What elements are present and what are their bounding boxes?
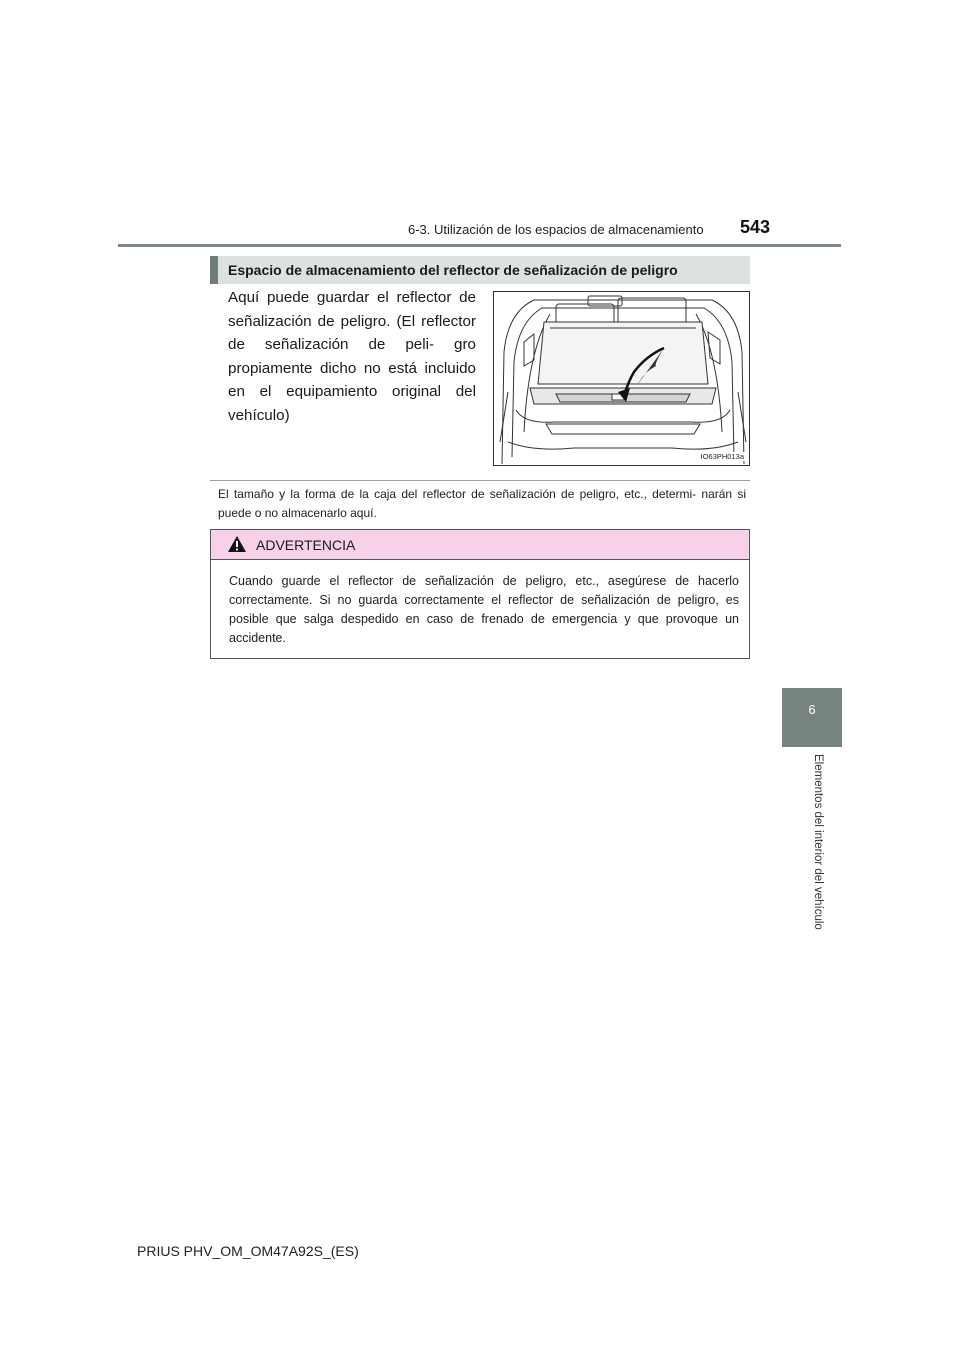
running-header-section: 6-3. Utilización de los espacios de almacenamiento bbox=[408, 222, 704, 237]
section-note: El tamaño y la forma de la caja del reflector de señalización de peligro, etc., determi- narán si puede o no almacenarlo aquí. bbox=[218, 487, 746, 520]
document-id: PRIUS PHV_OM_OM47A92S_(ES) bbox=[137, 1243, 359, 1259]
section-heading bbox=[210, 256, 750, 284]
warning-triangle-icon bbox=[227, 535, 247, 553]
warning-text: Cuando guarde el reflector de señalización de peligro, etc., asegúrese de hacerlo correctamente. Si no guarda correctamente el reflector de señalización de peligro, es posible que salga despedido en caso de frenado de emergencia y que provoque un accidente. bbox=[229, 574, 739, 645]
section-heading-accent bbox=[210, 256, 218, 284]
chapter-tab bbox=[782, 688, 842, 747]
figure-code: IO63PH013a bbox=[700, 452, 744, 461]
header-rule bbox=[118, 244, 841, 247]
section-body: Aquí puede guardar el reflector de señalización de peligro. (El reflector de señalización de peli- gro propiamente dicho no está incluido en el equipamiento original del vehículo) bbox=[228, 289, 476, 424]
chapter-title: Elementos del interior del vehículo bbox=[812, 754, 824, 930]
warning-header bbox=[211, 530, 749, 560]
warning-box bbox=[210, 529, 750, 659]
page-number: 543 bbox=[740, 217, 771, 237]
chapter-number: 6 bbox=[808, 702, 816, 717]
cargo-area-illustration bbox=[493, 291, 750, 466]
warning-heading: ADVERTENCIA bbox=[256, 537, 356, 553]
trunk-drawing bbox=[494, 292, 750, 466]
section-title: Espacio de almacenamiento del reflector de señalización de peligro bbox=[228, 262, 678, 278]
note-divider bbox=[210, 480, 750, 481]
